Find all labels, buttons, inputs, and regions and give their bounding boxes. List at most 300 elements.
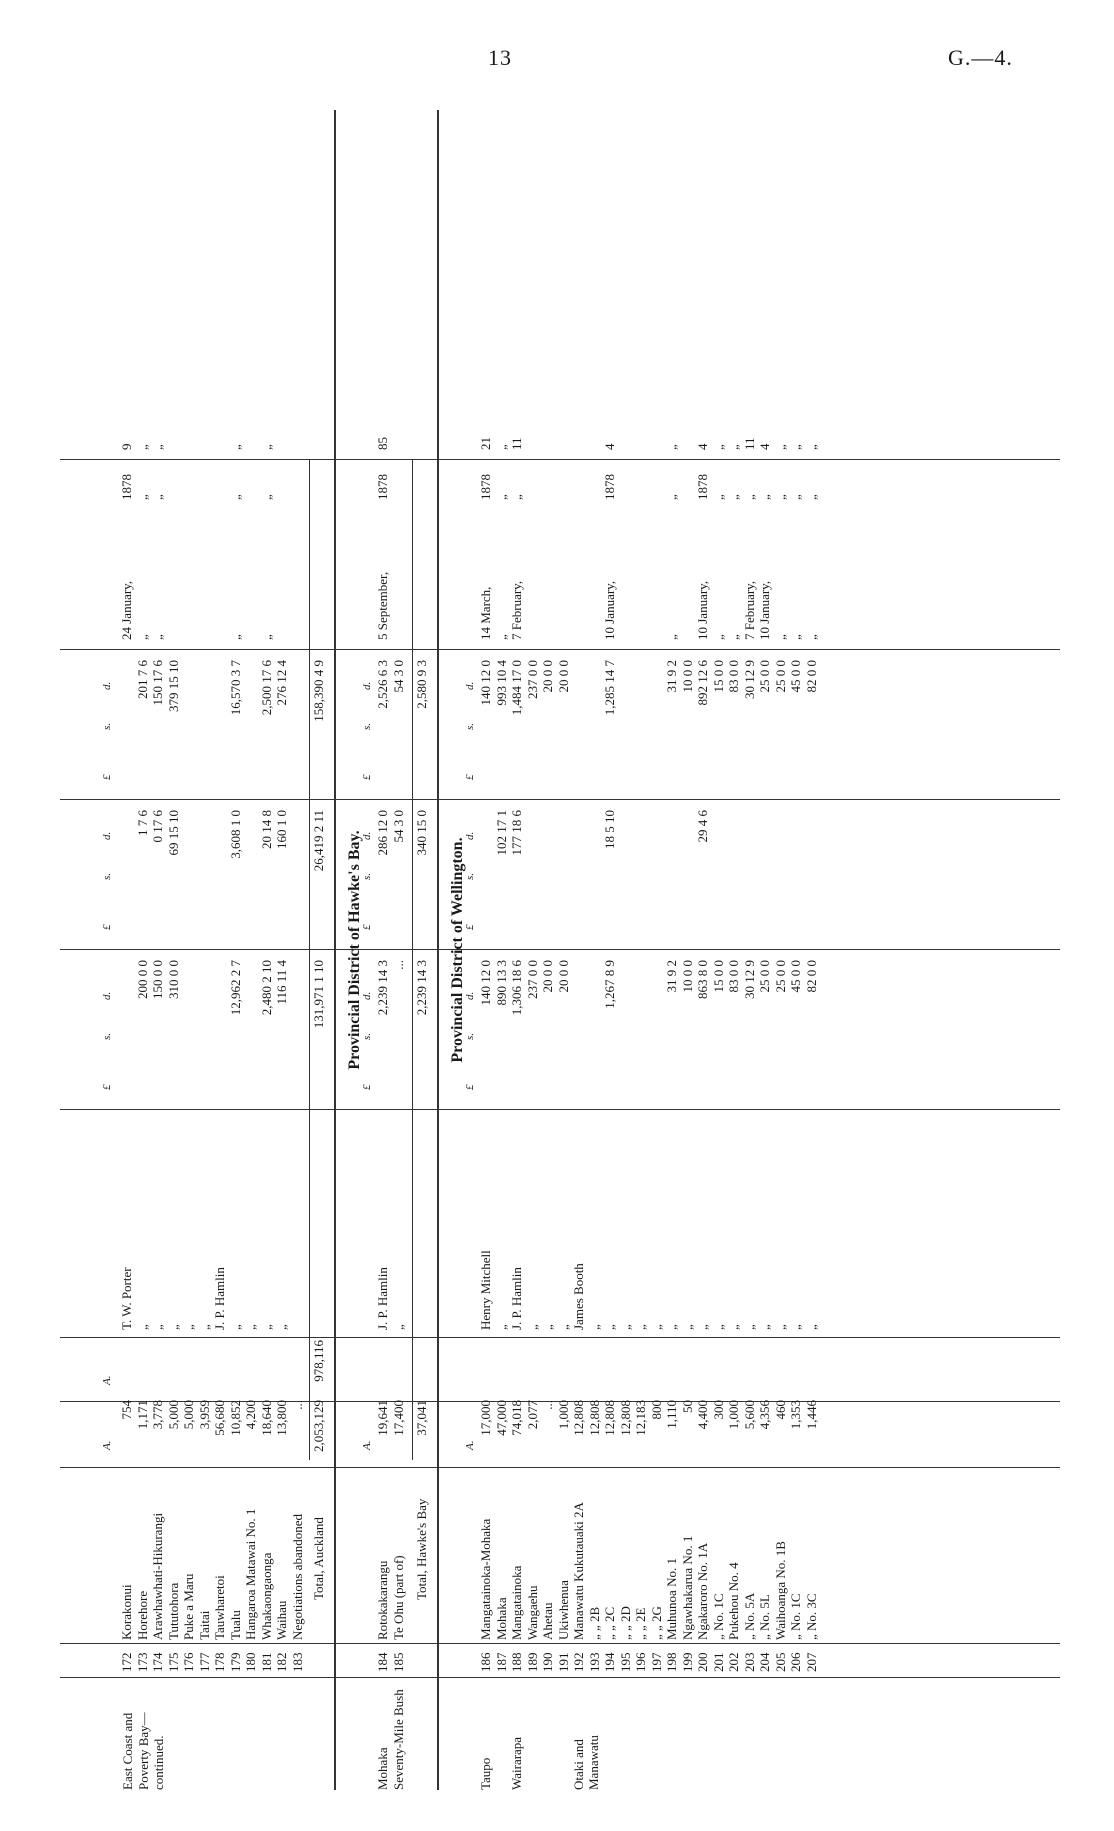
row-number: 184 bbox=[375, 1652, 390, 1672]
paid-total: 150 17 6 bbox=[150, 660, 165, 706]
folio-number: „ bbox=[493, 444, 509, 450]
row-number: 182 bbox=[274, 1652, 289, 1672]
payment-year: „ bbox=[258, 494, 274, 500]
paid-total: 31 9 2 bbox=[664, 660, 679, 693]
paid-total: 201 7 6 bbox=[134, 660, 150, 699]
col-head-pounds: £ bbox=[101, 924, 113, 930]
payment-date: „ bbox=[258, 634, 274, 640]
payment-year: „ bbox=[227, 494, 243, 500]
block-name: Pukehou No. 4 bbox=[726, 1562, 741, 1640]
district-name: Wairarapa bbox=[509, 1736, 524, 1790]
block-name: Rotokakarangu bbox=[375, 1560, 390, 1640]
paid-total: 892 12 6 bbox=[695, 660, 710, 706]
block-name: Ahetau bbox=[540, 1602, 555, 1640]
folio-number: „ bbox=[664, 444, 679, 450]
payment-year: „ bbox=[150, 494, 165, 500]
purchase-money: 1,306 18 6 bbox=[509, 960, 524, 1016]
advance-money: 3,608 1 0 bbox=[227, 810, 243, 859]
officer-name: „ bbox=[258, 1324, 274, 1330]
row-number: 187 bbox=[493, 1652, 509, 1672]
acres-value: 18,640 bbox=[258, 1400, 274, 1436]
acres-value: 12,808 bbox=[586, 1400, 602, 1436]
officer-name: „ bbox=[274, 1324, 289, 1330]
document-reference: G.—4. bbox=[948, 45, 1013, 70]
col-head-shillings: s. bbox=[361, 872, 373, 880]
total-label-auckland: Total, Auckland bbox=[311, 1517, 326, 1600]
payment-date: „ bbox=[227, 634, 243, 640]
acres-value: 12,808 bbox=[602, 1400, 617, 1436]
block-name: „ „ 2E bbox=[633, 1607, 648, 1640]
paid-total: 83 0 0 bbox=[726, 660, 741, 693]
acres-value: 12,808 bbox=[571, 1400, 586, 1436]
paid-total: 54 3 0 bbox=[390, 660, 406, 693]
payment-year: „ bbox=[509, 494, 524, 500]
payment-year: 1878 bbox=[478, 474, 493, 500]
total-label-hawkes-bay: Total, Hawke's Bay bbox=[414, 1498, 429, 1600]
col-head-shillings: s. bbox=[361, 722, 373, 730]
block-name: Ngakaroro No. 1A bbox=[695, 1542, 710, 1640]
col-head-shillings: s. bbox=[101, 872, 113, 880]
column-rule bbox=[60, 1677, 1060, 1678]
paid-total: 993 10 4 bbox=[493, 660, 509, 706]
section-title-wellington: Provincial District of Wellington. bbox=[449, 837, 466, 1063]
payment-date: 24 January, bbox=[119, 580, 134, 640]
payment-date: „ bbox=[493, 634, 509, 640]
acres-value: ... bbox=[289, 1400, 305, 1410]
block-name: Horehore bbox=[134, 1590, 150, 1640]
payment-year: 1878 bbox=[375, 474, 390, 500]
acres-value: 300 bbox=[710, 1400, 726, 1420]
col-head-acres: A. bbox=[464, 1440, 476, 1450]
block-name: Mangatainoka-Mohaka bbox=[478, 1518, 493, 1640]
officer-name: „ bbox=[664, 1324, 679, 1330]
folio-number: „ bbox=[710, 444, 726, 450]
acres-value: 3,959 bbox=[196, 1400, 212, 1430]
acres-value: 460 bbox=[772, 1400, 788, 1420]
folio-number: 4 bbox=[602, 443, 617, 450]
purchase-money: 20 0 0 bbox=[555, 960, 571, 993]
paid-total: 25 0 0 bbox=[757, 660, 772, 693]
payment-year: „ bbox=[493, 494, 509, 500]
advance-money: 177 18 6 bbox=[509, 810, 524, 856]
total-purchase: 131,971 1 10 bbox=[311, 960, 326, 1029]
column-rule bbox=[60, 949, 1060, 950]
row-number: 181 bbox=[258, 1652, 274, 1672]
purchase-money: 20 0 0 bbox=[540, 960, 555, 993]
officer-name: „ bbox=[555, 1324, 571, 1330]
block-name: Negotiations abandoned bbox=[289, 1514, 305, 1640]
purchase-money: 150 0 0 bbox=[150, 960, 165, 999]
payment-year: 1878 bbox=[695, 474, 710, 500]
row-number: 202 bbox=[726, 1652, 741, 1672]
paid-total: 16,570 3 7 bbox=[227, 660, 243, 716]
officer-name: „ bbox=[602, 1324, 617, 1330]
total-rule bbox=[309, 460, 310, 1460]
payment-year: 1878 bbox=[602, 474, 617, 500]
payment-date: 10 January, bbox=[757, 580, 772, 640]
row-number: 185 bbox=[390, 1652, 406, 1672]
officer-name: „ bbox=[227, 1324, 243, 1330]
officer-name: „ bbox=[524, 1324, 540, 1330]
total-paid: 2,580 9 3 bbox=[414, 660, 429, 709]
officer-name: „ bbox=[710, 1324, 726, 1330]
block-name: Muhunoa No. 1 bbox=[664, 1558, 679, 1640]
block-name: Mangatainoka bbox=[509, 1565, 524, 1640]
row-number: 192 bbox=[571, 1652, 586, 1672]
col-head-pence: d. bbox=[361, 991, 373, 1000]
payment-year: „ bbox=[134, 494, 150, 500]
block-name: „ No. 1C bbox=[788, 1593, 803, 1640]
officer-name: „ bbox=[196, 1324, 212, 1330]
paid-total: 15 0 0 bbox=[710, 660, 726, 693]
officer-name: „ bbox=[493, 1324, 509, 1330]
column-rule bbox=[60, 799, 1060, 800]
acres-value: 50 bbox=[679, 1400, 695, 1413]
col-head-shillings: s. bbox=[361, 1032, 373, 1040]
block-name: Arawhawhati-Hikurangi bbox=[150, 1512, 165, 1640]
row-number: 203 bbox=[741, 1652, 757, 1672]
row-number: 204 bbox=[757, 1652, 772, 1672]
col-head-pounds: £ bbox=[361, 1084, 373, 1090]
column-rule bbox=[60, 459, 1060, 460]
purchase-money: 890 13 3 bbox=[493, 960, 509, 1006]
col-head-pence: d. bbox=[101, 991, 113, 1000]
payment-date: „ bbox=[772, 634, 788, 640]
purchase-money: 30 12 9 bbox=[741, 960, 757, 999]
officer-name: „ bbox=[772, 1324, 788, 1330]
page-number: 13 bbox=[488, 45, 512, 70]
block-name: Ngawhakarua No. 1 bbox=[679, 1535, 695, 1640]
col-head-pounds: £ bbox=[464, 774, 476, 780]
acres-value: 2,077 bbox=[524, 1400, 540, 1430]
folio-number: 4 bbox=[695, 443, 710, 450]
acres-value: 1,000 bbox=[555, 1400, 571, 1430]
paid-total: 10 0 0 bbox=[679, 660, 695, 693]
block-name: „ „ 2B bbox=[586, 1606, 602, 1640]
block-name: Manawatu Kukutauaki 2A bbox=[571, 1502, 586, 1640]
acres-value: 17,400 bbox=[390, 1400, 406, 1436]
purchase-money: 45 0 0 bbox=[788, 960, 803, 993]
advance-money: 102 17 1 bbox=[493, 810, 509, 856]
row-number: 193 bbox=[586, 1652, 602, 1672]
block-name: Ukiwhenua bbox=[555, 1580, 571, 1640]
advance-money: 69 15 10 bbox=[165, 810, 181, 856]
acres-value: 4,200 bbox=[243, 1400, 258, 1430]
payment-year: „ bbox=[788, 494, 803, 500]
payment-date: 5 September, bbox=[375, 571, 390, 640]
paid-total: 1,285 14 7 bbox=[602, 660, 617, 716]
officer-name: „ bbox=[150, 1324, 165, 1330]
acres-value: 17,000 bbox=[478, 1400, 493, 1436]
acres-value: 1,000 bbox=[726, 1400, 741, 1430]
purchase-money: 2,480 2 10 bbox=[258, 960, 274, 1016]
paid-total: 82 0 0 bbox=[803, 660, 819, 693]
folio-number: „ bbox=[258, 444, 274, 450]
block-name: „ No. 5A bbox=[741, 1592, 757, 1640]
total-paid: 158,390 4 9 bbox=[311, 660, 326, 722]
officer-name: „ bbox=[617, 1324, 633, 1330]
paid-total: 276 12 4 bbox=[274, 660, 289, 706]
total-purchase: 2,239 14 3 bbox=[414, 960, 429, 1016]
officer-name: „ bbox=[741, 1324, 757, 1330]
advance-money: 20 14 8 bbox=[258, 810, 274, 849]
block-name: Waihau bbox=[274, 1600, 289, 1640]
officer-name: „ bbox=[165, 1324, 181, 1330]
row-number: 206 bbox=[788, 1652, 803, 1672]
payment-year: „ bbox=[710, 494, 726, 500]
paid-total: 237 0 0 bbox=[524, 660, 540, 699]
folio-number: 11 bbox=[741, 437, 757, 450]
payment-date: „ bbox=[664, 634, 679, 640]
purchase-money: 140 12 0 bbox=[478, 960, 493, 1006]
payment-date: 10 January, bbox=[695, 580, 710, 640]
officer-name: Henry Mitchell bbox=[478, 1250, 493, 1330]
purchase-money: 12,962 2 7 bbox=[227, 960, 243, 1016]
officer-name: „ bbox=[695, 1324, 710, 1330]
col-head-pounds: £ bbox=[101, 774, 113, 780]
col-head-shillings: s. bbox=[464, 872, 476, 880]
block-name: Mohaka bbox=[493, 1597, 509, 1640]
row-number: 183 bbox=[289, 1652, 305, 1672]
advance-money: 0 17 6 bbox=[150, 810, 165, 843]
payment-date: „ bbox=[134, 634, 150, 640]
block-name: Tualu bbox=[227, 1610, 243, 1640]
row-number: 201 bbox=[710, 1652, 726, 1672]
total-advance: 340 15 0 bbox=[414, 810, 429, 856]
row-number: 186 bbox=[478, 1652, 493, 1672]
payment-year: „ bbox=[757, 494, 772, 500]
block-name: Tututohora bbox=[165, 1582, 181, 1640]
officer-name: J. P. Hamlin bbox=[509, 1267, 524, 1330]
advance-money: 1 7 6 bbox=[134, 810, 150, 836]
district-name: Taupo bbox=[478, 1757, 493, 1790]
folio-number: 11 bbox=[509, 437, 524, 450]
district-name: Mohaka bbox=[375, 1747, 390, 1790]
row-number: 179 bbox=[227, 1652, 243, 1672]
payment-date: 7 February, bbox=[509, 580, 524, 640]
folio-number: 4 bbox=[757, 443, 772, 450]
advance-money: 29 4 6 bbox=[695, 810, 710, 843]
folio-number: 9 bbox=[119, 443, 134, 450]
row-number: 191 bbox=[555, 1652, 571, 1672]
payment-date: „ bbox=[726, 634, 741, 640]
col-head-pence: d. bbox=[361, 831, 373, 840]
acres-value: 12,808 bbox=[617, 1400, 633, 1436]
acres-value: 5,000 bbox=[165, 1400, 181, 1430]
column-rule bbox=[60, 1109, 1060, 1110]
row-number: 177 bbox=[196, 1652, 212, 1672]
col-head-acres: A. bbox=[361, 1440, 373, 1450]
block-name: „ No. 1C bbox=[710, 1593, 726, 1640]
row-number: 174 bbox=[150, 1652, 165, 1672]
block-name: Te Ohu (part of) bbox=[390, 1555, 406, 1640]
folio-number: „ bbox=[788, 444, 803, 450]
payment-date: „ bbox=[710, 634, 726, 640]
acres-value: 47,000 bbox=[493, 1400, 509, 1436]
row-number: 207 bbox=[803, 1652, 819, 1672]
row-number: 194 bbox=[602, 1652, 617, 1672]
block-name: Hangaroa Matawai No. 1 bbox=[243, 1508, 258, 1640]
row-number: 178 bbox=[212, 1652, 227, 1672]
officer-name: „ bbox=[633, 1324, 648, 1330]
officer-name: „ bbox=[726, 1324, 741, 1330]
row-number: 190 bbox=[540, 1652, 555, 1672]
col-head-shillings: s. bbox=[464, 722, 476, 730]
payment-date: 7 February, bbox=[741, 580, 757, 640]
payment-date: „ bbox=[150, 634, 165, 640]
section-rule bbox=[334, 110, 336, 1790]
block-name: „ No. 5L bbox=[757, 1594, 772, 1640]
folio-number: 21 bbox=[478, 437, 493, 450]
payment-date: 10 January, bbox=[602, 580, 617, 640]
officer-name: „ bbox=[803, 1324, 819, 1330]
purchase-money: 82 0 0 bbox=[803, 960, 819, 993]
purchase-money: ... bbox=[390, 960, 406, 970]
payment-year: „ bbox=[772, 494, 788, 500]
officer-name: T. W. Porter bbox=[119, 1267, 134, 1330]
paid-total: 2,500 17 6 bbox=[258, 660, 274, 716]
officer-name: „ bbox=[757, 1324, 772, 1330]
acres-value: 13,800 bbox=[274, 1400, 289, 1436]
acres-value: 5,600 bbox=[741, 1400, 757, 1430]
acres-value: 3,778 bbox=[150, 1400, 165, 1430]
officer-name: „ bbox=[243, 1324, 258, 1330]
col-head-acres: A. bbox=[101, 1440, 113, 1450]
purchase-money: 15 0 0 bbox=[710, 960, 726, 993]
col-head-pence: d. bbox=[464, 991, 476, 1000]
folio-number: „ bbox=[150, 444, 165, 450]
block-name: Whakaongaonga bbox=[258, 1552, 274, 1640]
purchase-money: 83 0 0 bbox=[726, 960, 741, 993]
acres-value: 1,171 bbox=[134, 1400, 150, 1430]
acres-value: 1,446 bbox=[803, 1400, 819, 1430]
purchase-money: 25 0 0 bbox=[757, 960, 772, 993]
payment-year: 1878 bbox=[119, 474, 134, 500]
column-rule bbox=[60, 1467, 1060, 1468]
officer-name: James Booth bbox=[571, 1263, 586, 1330]
officer-name: „ bbox=[181, 1324, 196, 1330]
advance-money: 286 12 0 bbox=[375, 810, 390, 856]
col-head-pence: d. bbox=[101, 681, 113, 690]
row-number: 176 bbox=[181, 1652, 196, 1672]
row-number: 199 bbox=[679, 1652, 695, 1672]
row-number: 198 bbox=[664, 1652, 679, 1672]
officer-name: „ bbox=[134, 1324, 150, 1330]
paid-total: 1,484 17 0 bbox=[509, 660, 524, 716]
purchase-money: 237 0 0 bbox=[524, 960, 540, 999]
block-name: Tauwharetoi bbox=[212, 1575, 227, 1640]
acres-value: 74,018 bbox=[509, 1400, 524, 1436]
col-head-shillings: s. bbox=[101, 722, 113, 730]
paid-total: 379 15 10 bbox=[165, 660, 181, 712]
acres-value: 56,680 bbox=[212, 1400, 227, 1436]
col-head-pounds: £ bbox=[464, 924, 476, 930]
col-head-pounds: £ bbox=[361, 774, 373, 780]
officer-name: „ bbox=[540, 1324, 555, 1330]
officer-name: „ bbox=[788, 1324, 803, 1330]
acres-value: 1,110 bbox=[664, 1400, 679, 1429]
paid-total: 30 12 9 bbox=[741, 660, 757, 699]
block-name: Waihoanga No. 1B bbox=[772, 1541, 788, 1640]
block-name: „ „ 2C bbox=[602, 1606, 617, 1640]
district-name: Otaki and Manawatu bbox=[571, 1735, 601, 1790]
row-number: 200 bbox=[695, 1652, 710, 1672]
row-number: 175 bbox=[165, 1652, 181, 1672]
row-number: 195 bbox=[617, 1652, 633, 1672]
row-number: 172 bbox=[119, 1652, 134, 1672]
col-head-pence: d. bbox=[464, 831, 476, 840]
col-head-pence: d. bbox=[101, 831, 113, 840]
block-name: Korakonui bbox=[119, 1584, 134, 1640]
payment-year: „ bbox=[664, 494, 679, 500]
district-east-coast: East Coast and Poverty Bay—continued. bbox=[120, 1712, 167, 1790]
advance-money: 18 5 10 bbox=[602, 810, 617, 849]
officer-name: „ bbox=[679, 1324, 695, 1330]
advance-money: 160 1 0 bbox=[274, 810, 289, 849]
acres-value: 1,353 bbox=[788, 1400, 803, 1430]
col-head-shillings: s. bbox=[464, 1032, 476, 1040]
folio-number: „ bbox=[803, 444, 819, 450]
purchase-money: 2,239 14 3 bbox=[375, 960, 390, 1016]
col-head-pounds: £ bbox=[361, 924, 373, 930]
payment-year: „ bbox=[726, 494, 741, 500]
total-acres2: 978,116 bbox=[311, 1340, 326, 1382]
row-number: 189 bbox=[524, 1652, 540, 1672]
folio-number: „ bbox=[726, 444, 741, 450]
acres-value: 12,183 bbox=[633, 1400, 648, 1436]
acres-value: 754 bbox=[119, 1400, 134, 1420]
row-number: 197 bbox=[648, 1652, 664, 1672]
block-name: „ „ 2G bbox=[648, 1606, 664, 1640]
purchase-money: 200 0 0 bbox=[134, 960, 150, 999]
folio-number: „ bbox=[772, 444, 788, 450]
column-rule bbox=[60, 649, 1060, 650]
total-advance: 26,419 2 11 bbox=[311, 810, 326, 872]
section-rule bbox=[437, 110, 439, 1790]
folio-number: „ bbox=[227, 444, 243, 450]
col-head-pounds: £ bbox=[464, 1084, 476, 1090]
acres-value: ... bbox=[540, 1400, 555, 1410]
payment-date: 14 March, bbox=[478, 586, 493, 640]
officer-name: „ bbox=[648, 1324, 664, 1330]
block-name: Taitai bbox=[196, 1610, 212, 1640]
purchase-money: 10 0 0 bbox=[679, 960, 695, 993]
district-name: Seventy-Mile Bush bbox=[390, 1689, 406, 1790]
col-head-pounds: £ bbox=[101, 1084, 113, 1090]
paid-total: 20 0 0 bbox=[555, 660, 571, 693]
rotated-table bbox=[60, 110, 1060, 1790]
total-acres: 2,053,129 bbox=[311, 1400, 326, 1452]
paid-total: 45 0 0 bbox=[788, 660, 803, 693]
advance-money: 54 3 0 bbox=[390, 810, 406, 843]
total-acres: 37,041 bbox=[414, 1400, 429, 1436]
purchase-money: 310 0 0 bbox=[165, 960, 181, 999]
col-head-shillings: s. bbox=[101, 1032, 113, 1040]
block-name: Wangaehu bbox=[524, 1585, 540, 1640]
paid-total: 20 0 0 bbox=[540, 660, 555, 693]
col-head-pence: d. bbox=[361, 681, 373, 690]
payment-year: „ bbox=[803, 494, 819, 500]
acres-value: 800 bbox=[648, 1400, 664, 1420]
column-rule bbox=[60, 1643, 1060, 1644]
row-number: 173 bbox=[134, 1652, 150, 1672]
officer-name: „ bbox=[586, 1324, 602, 1330]
paid-total: 25 0 0 bbox=[772, 660, 788, 693]
folio-number: „ bbox=[134, 444, 150, 450]
row-number: 180 bbox=[243, 1652, 258, 1672]
section-title-hawkes-bay: Provincial District of Hawke's Bay. bbox=[346, 830, 363, 1070]
paid-total: 2,526 6 3 bbox=[375, 660, 390, 709]
